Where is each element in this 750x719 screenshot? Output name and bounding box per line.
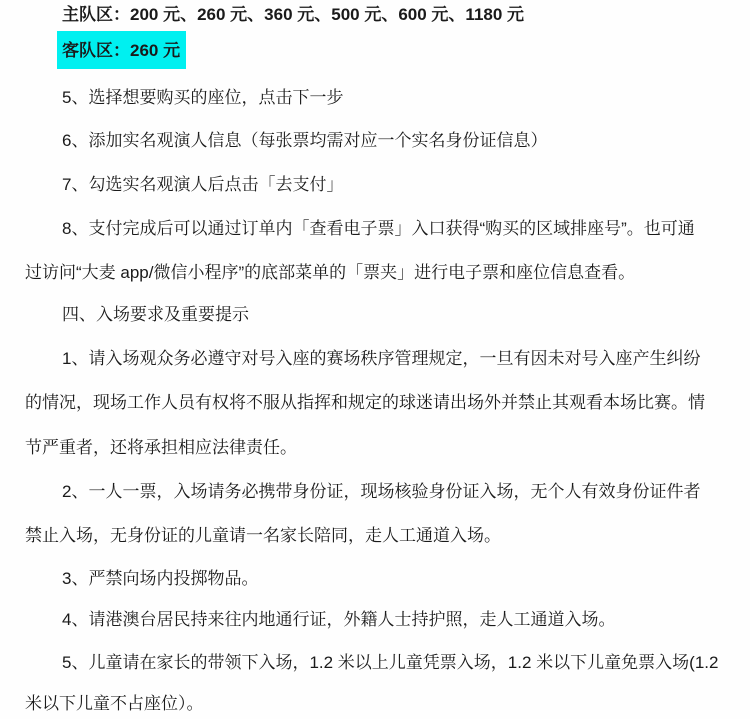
step-8-line-1: 8、支付完成后可以通过订单内「查看电子票」入口获得“购买的区域排座号”。也可通 <box>62 219 695 238</box>
pricing-away-line <box>57 31 186 69</box>
notice-1-line-2: 的情况，现场工作人员有权将不服从指挥和规定的球迷请出场外并禁止其观看本场比赛。情 <box>25 393 705 412</box>
step-6-line: 6、添加实名观演人信息（每张票均需对应一个实名身份证信息） <box>62 131 548 150</box>
highlighted-text: 客队区：260 元 <box>57 31 186 69</box>
notice-1-line-3: 节严重者，还将承担相应法律责任。 <box>25 438 297 457</box>
section-heading: 四、入场要求及重要提示 <box>62 305 249 324</box>
notice-4-line: 4、请港澳台居民持来往内地通行证，外籍人士持护照，走人工通道入场。 <box>62 610 616 629</box>
step-8-line-2: 过访问“大麦 app/微信小程序”的底部菜单的「票夹」进行电子票和座位信息查看。 <box>25 263 636 282</box>
notice-3-line: 3、严禁向场内投掷物品。 <box>62 569 259 588</box>
step-5-line: 5、选择想要购买的座位，点击下一步 <box>62 88 344 107</box>
notice-1-line-1: 1、请入场观众务必遵守对号入座的赛场秩序管理规定，一旦有因未对号入座产生纠纷 <box>62 349 701 368</box>
notice-2-line-1: 2、一人一票，入场请务必携带身份证，现场核验身份证入场，无个人有效身份证件者 <box>62 482 701 501</box>
step-7-line: 7、勾选实名观演人后点击「去支付」 <box>62 175 344 194</box>
pricing-home-line: 主队区：200 元、260 元、360 元、500 元、600 元、1180 元 <box>62 5 525 24</box>
notice-5-line-2: 米以下儿童不占座位）。 <box>25 694 204 713</box>
notice-5-line-1: 5、儿童请在家长的带领下入场，1.2 米以上儿童凭票入场，1.2 米以下儿童免票入场(1.2 <box>62 653 719 672</box>
notice-2-line-2: 禁止入场，无身份证的儿童请一名家长陪同，走人工通道入场。 <box>25 526 501 545</box>
